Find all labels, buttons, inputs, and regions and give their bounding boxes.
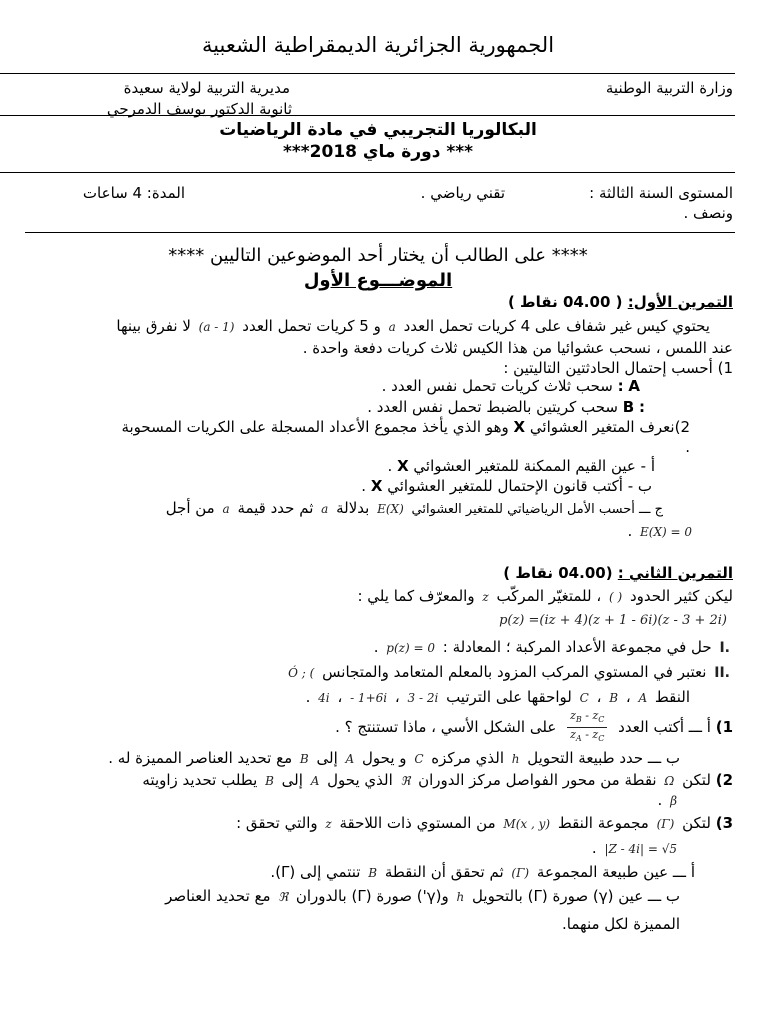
event-a-colon: : xyxy=(617,377,624,395)
subscript: C xyxy=(598,734,605,744)
point-c: C xyxy=(579,691,589,705)
question-text: إلى xyxy=(281,771,303,789)
separator: ، xyxy=(394,688,400,706)
part-number: I. xyxy=(719,640,730,656)
event-b-text: سحب كريتين بالضبط تحمل نفس العدد . xyxy=(367,398,618,416)
rotation-symbol: ℜ xyxy=(278,890,289,904)
exam-title: البكالوريا التجريبي في مادة الرياضيات xyxy=(219,120,537,140)
affix-a: 3 - 2i xyxy=(407,691,439,705)
question-text: يطلب تحديد زاويته xyxy=(142,771,258,789)
question-end: . xyxy=(361,477,367,495)
event-a-text: سحب ثلاث كريات تحمل نفس العدد . xyxy=(381,377,613,395)
question-text: وهو الذي يأخذ مجموع الأعداد المسجلة على الكريات المسحوبة xyxy=(121,418,509,436)
ex2-statement-line-1 xyxy=(357,587,733,606)
exam-session: *** دورة ماي 2018*** xyxy=(282,142,474,162)
choice-instruction: **** على الطالب أن يختار أحد الموضوعين التاليين **** xyxy=(168,245,588,266)
school-label: ثانوية الدكتور يوسف الدمرجي xyxy=(106,100,292,118)
rotation-symbol: ℜ xyxy=(400,774,411,788)
ratio-fraction xyxy=(567,709,607,746)
ex2-question-3a xyxy=(270,863,695,882)
var-z: z xyxy=(570,709,576,722)
point-a: A xyxy=(345,752,355,766)
modulus-equation: |Z - 4i| = √5 xyxy=(604,842,677,856)
question-text: حل في مجموعة الأعداد المركبة ؛ المعادلة : xyxy=(442,638,712,656)
statement-text: للمتغيّر المركّب xyxy=(496,587,592,605)
exercise-1-label: التمرين الأول: xyxy=(627,293,733,311)
question-end: . xyxy=(657,791,663,809)
operator: - xyxy=(585,728,589,742)
question-text: من المستوي ذات اللاحقة xyxy=(339,814,496,832)
ex1-question-2c-condition xyxy=(627,522,695,541)
question-text: إلى xyxy=(316,749,338,767)
polynomial-formula: p(z) =(iz + 4)(z + 1 - 6i)(z - 3 + 2i) xyxy=(499,613,727,628)
math-expectation-zero: E(X) = 0 xyxy=(640,525,692,539)
polynomial-definition xyxy=(496,610,730,630)
question-text: والتي تحقق : xyxy=(236,814,318,832)
question-text: أ ـــ عين طبيعة المجموعة xyxy=(536,863,695,881)
point-m: M(x , y) xyxy=(503,817,551,831)
fraction-numerator xyxy=(567,709,607,728)
question-end: . xyxy=(373,638,379,656)
transformation-h: h xyxy=(456,890,465,904)
ex2-question-3-condition xyxy=(592,839,680,858)
separator: ، xyxy=(337,688,343,706)
question-end: . xyxy=(591,839,597,857)
question-text: بالدوران xyxy=(295,887,347,905)
set-gamma: (Γ) xyxy=(527,887,548,905)
statement-text: ليكن كثير الحدود xyxy=(629,587,733,605)
event-a-label: A xyxy=(628,377,640,395)
question-end: . xyxy=(627,522,633,540)
divider xyxy=(0,115,735,116)
question-text: مع تحديد العناصر المميزة له . xyxy=(108,749,293,767)
question-text: 2)نعرف المتغير العشوائي xyxy=(529,418,690,436)
question-number: 3) xyxy=(715,814,733,832)
question-text: أ - عين القيم الممكنة للمتغير العشوائي xyxy=(413,457,655,475)
set-gamma: (Γ) xyxy=(511,866,530,880)
ministry-label: وزارة التربية الوطنية xyxy=(605,79,733,97)
duration-continuation: ونصف . xyxy=(683,204,733,222)
question-text: صورة xyxy=(552,887,589,905)
separator: ، xyxy=(596,688,602,706)
divider xyxy=(0,172,735,173)
duration-label: المدة: 4 ساعات xyxy=(82,184,185,202)
question-end: . xyxy=(387,457,393,475)
point-b: B xyxy=(368,866,378,880)
ex1-question-2 xyxy=(121,418,690,436)
ex1-statement-line-2: عند اللمس ، نسحب عشوائيا من هذا الكيس ثلاث كريات دفعة واحدة . xyxy=(302,339,733,357)
question-text: تنتمي إلى (Γ). xyxy=(270,863,361,881)
operator: - xyxy=(585,709,589,722)
affix-b: - 1+6i xyxy=(350,691,388,705)
ex2-question-1a xyxy=(335,709,733,746)
point-a: A xyxy=(638,691,648,705)
fraction-denominator xyxy=(567,728,607,746)
question-text: صورة xyxy=(376,887,412,905)
ex2-question-3b xyxy=(165,887,680,906)
directorate-label: مديرية التربية لولاية سعيدة xyxy=(123,79,290,97)
question-text: نعتبر في المستوي المركب المزود بالمعلم المتعامد والمتجانس xyxy=(322,663,707,681)
statement-text: و 5 كريات تحمل العدد xyxy=(242,317,381,335)
part-number: II. xyxy=(714,665,730,681)
ex1-question-2-end: . xyxy=(685,438,690,456)
math-a-minus-1: (a - 1) xyxy=(198,320,235,334)
point-b: B xyxy=(609,691,619,705)
question-text: على الشكل الأسي ، ماذا تستنتج ؟ . xyxy=(335,718,557,737)
random-variable-x: X xyxy=(397,457,409,475)
random-variable-x: X xyxy=(370,477,383,495)
var-z: z xyxy=(592,728,599,742)
exercise-2-title xyxy=(503,564,733,582)
question-text: نقطة من محور الفواصل مركز الدوران xyxy=(418,771,657,789)
question-text: ثم تحقق أن النقطة xyxy=(384,863,504,881)
subject-title: الموضـــوع الأول xyxy=(303,270,453,291)
exercise-2-label: التمرين الثاني : xyxy=(617,564,733,582)
image-gamma-prime: (γ') xyxy=(416,887,442,905)
ex1-question-2a xyxy=(388,457,656,475)
question-text: الذي يحول xyxy=(327,771,393,789)
subscript: C xyxy=(598,715,605,725)
point-b: B xyxy=(299,752,309,766)
ex2-question-3b-end: المميزة لكل منهما. xyxy=(562,915,680,933)
math-polynomial-placeholder: ( ) xyxy=(609,590,623,604)
question-text: بدلالة xyxy=(336,499,370,517)
math-z: z xyxy=(482,590,489,604)
question-text: لتكن xyxy=(682,771,711,789)
math-a: a xyxy=(321,502,329,516)
statement-text: لواحقها على الترتيب xyxy=(446,688,572,706)
question-text: ج ـــ أحسب الأمل الرياضياتي للمتغير العشوائي xyxy=(411,502,663,517)
stream-label: تقني رياضي . xyxy=(420,184,505,202)
question-text: من أجل xyxy=(165,499,215,517)
question-number: 2) xyxy=(715,771,733,789)
ex2-question-2 xyxy=(142,771,733,790)
question-text: و يحول xyxy=(362,749,407,767)
ex1-statement-line-1 xyxy=(116,317,710,336)
ex1-question-2c xyxy=(166,499,663,519)
question-number: 1) xyxy=(715,718,733,737)
statement-text: يحتوي كيس غير شفاف على 4 كريات تحمل العدد xyxy=(403,317,710,335)
points-affixes xyxy=(306,688,690,707)
event-b-colon: : xyxy=(639,398,645,416)
question-text: أ ـــ أكتب العدد xyxy=(618,718,711,737)
level-label: المستوى السنة الثالثة : xyxy=(589,184,733,202)
var-z: z xyxy=(592,709,599,722)
ex2-question-1b xyxy=(108,749,680,768)
beta-symbol: β xyxy=(670,794,677,808)
set-gamma: (Γ) xyxy=(656,817,675,831)
subscript: A xyxy=(575,734,582,744)
omega-symbol: Ω xyxy=(664,774,675,788)
transformation-h: h xyxy=(511,752,520,766)
question-text: مع تحديد العناصر xyxy=(165,887,271,905)
math-z: z xyxy=(325,817,332,831)
divider xyxy=(0,73,735,74)
affix-c: 4i xyxy=(318,691,330,705)
ex2-question-3 xyxy=(236,814,733,833)
image-gamma: (γ) xyxy=(592,887,614,905)
question-text: ب - أكتب قانون الإحتمال للمتغير العشوائي xyxy=(387,477,652,495)
question-text: و xyxy=(441,887,449,905)
separator: ، xyxy=(625,688,631,706)
question-text: ب ـــ عين xyxy=(618,887,680,905)
ex2-part-1 xyxy=(374,638,733,657)
point-c: C xyxy=(414,752,424,766)
exercise-1-title xyxy=(508,293,733,311)
event-a xyxy=(382,377,640,395)
event-b-label: B xyxy=(622,398,635,416)
math-a: a xyxy=(222,502,230,516)
statement-text: والمعرّف كما يلي : xyxy=(357,587,475,605)
point-a: A xyxy=(310,774,320,788)
math-frame: Ó ; ( xyxy=(288,666,315,680)
question-text: لتكن xyxy=(682,814,711,832)
random-variable-x: X xyxy=(513,418,526,436)
separator: ، xyxy=(596,587,602,605)
statement-text: لا نفرق بينها xyxy=(116,317,191,335)
ex1-question-1: 1) أحسب إحتمال الحادثتين التاليتين : xyxy=(503,359,733,377)
question-text: ب ـــ حدد طبيعة التحويل xyxy=(527,749,680,767)
ex2-question-2-angle xyxy=(658,791,681,810)
question-text: الذي مركزه xyxy=(431,749,504,767)
var-z: z xyxy=(570,728,576,742)
exercise-1-points: ( 04.00 نقاط ) xyxy=(507,293,623,311)
ex2-part-2 xyxy=(285,663,733,682)
question-text: بالتحويل xyxy=(472,887,523,905)
event-b xyxy=(367,398,645,416)
ex1-question-2b xyxy=(361,477,652,495)
math-a: a xyxy=(388,320,396,334)
exercise-2-points: (04.00 نقاط ) xyxy=(503,564,613,582)
question-text: ثم حدد قيمة xyxy=(237,499,314,517)
statement-text: النقط xyxy=(654,688,690,706)
country-header: الجمهورية الجزائرية الديمقراطية الشعبية xyxy=(201,33,555,57)
subscript: B xyxy=(575,715,582,725)
set-gamma: (Γ) xyxy=(351,887,372,905)
math-expectation: E(X) xyxy=(377,502,404,516)
question-end: . xyxy=(305,688,311,706)
divider xyxy=(25,232,735,233)
question-text: مجموعة النقط xyxy=(557,814,649,832)
math-equation: p(z) = 0 xyxy=(386,641,435,655)
point-b: B xyxy=(265,774,274,788)
